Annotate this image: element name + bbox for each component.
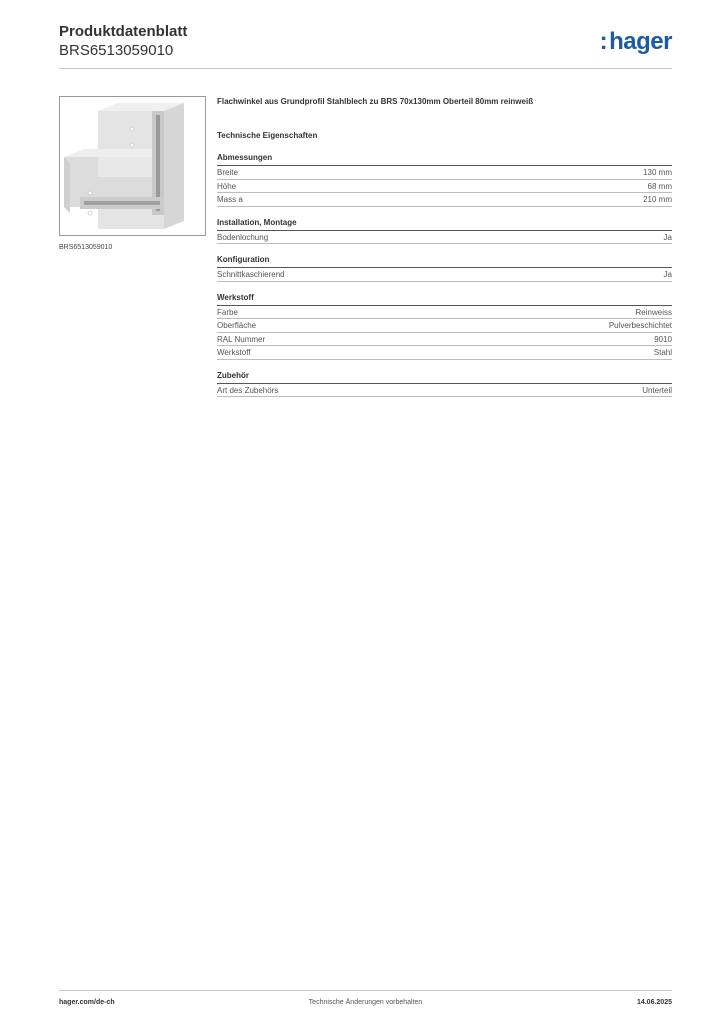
spec-row <box>217 268 672 282</box>
spec-value: 130 mm <box>643 168 672 177</box>
spec-label: Mass a <box>217 195 243 204</box>
spec-row <box>217 306 672 320</box>
spec-value: 9010 <box>654 334 672 344</box>
product-name: Flachwinkel aus Grundprofil Stahlblech zu BRS 70x130mm Oberteil 80mm reinweiß <box>217 97 534 106</box>
spec-label: Höhe <box>217 181 237 191</box>
spec-label: Breite <box>217 168 238 177</box>
document-header <box>59 22 187 60</box>
spec-row <box>217 166 672 180</box>
spec-value: Pulverbeschichtet <box>608 321 672 330</box>
image-caption: BRS6513059010 <box>59 244 113 251</box>
footer-notice: Technische Änderungen vorbehalten <box>308 999 423 1006</box>
spec-row <box>217 231 672 245</box>
group-title: Werkstoff <box>217 292 672 306</box>
group-title: Installation, Montage <box>217 217 672 231</box>
spec-value: 210 mm <box>643 195 672 204</box>
spec-group-werkstoff <box>217 292 672 360</box>
spec-value: 68 mm <box>647 181 672 191</box>
footer-date: 14.06.2025 <box>636 999 672 1006</box>
spec-label: Schnittkaschierend <box>217 270 285 279</box>
spec-label: Farbe <box>217 307 238 317</box>
spec-label: Bodenlochung <box>217 232 269 242</box>
group-title: Abmessungen <box>217 152 672 166</box>
flat-angle-product-illustration <box>60 97 205 235</box>
spec-value: Ja <box>663 232 672 242</box>
spec-row <box>217 333 672 347</box>
spec-row <box>217 346 672 360</box>
spec-value: Stahl <box>653 348 672 357</box>
spec-label: Werkstoff <box>217 348 251 357</box>
footer-divider <box>59 990 672 991</box>
section-heading: Technische Eigenschaften <box>217 131 318 140</box>
product-image <box>59 96 206 236</box>
spec-group-installation <box>217 217 672 245</box>
spec-group-abmessungen <box>217 152 672 207</box>
spec-row <box>217 319 672 333</box>
logo-colon-icon: : <box>599 28 608 55</box>
product-specifications <box>217 96 672 397</box>
spec-group-zubehoer <box>217 370 672 398</box>
spec-label: Oberfläche <box>217 321 257 330</box>
spec-value: Ja <box>663 270 672 279</box>
group-title: Konfiguration <box>217 254 672 268</box>
spec-row <box>217 384 672 398</box>
group-title: Zubehör <box>217 370 672 384</box>
hager-logo <box>600 28 672 56</box>
logo-text: hager <box>609 28 672 55</box>
spec-row <box>217 180 672 194</box>
spec-group-konfiguration <box>217 254 672 282</box>
spec-value: Reinweiss <box>635 307 672 317</box>
spec-value: Unterteil <box>642 385 672 395</box>
spec-label: RAL Nummer <box>217 334 266 344</box>
page-title: Produktdatenblatt <box>59 23 188 40</box>
footer-website-link[interactable]: hager.com/de-ch <box>59 999 115 1006</box>
spec-row <box>217 193 672 207</box>
article-number: BRS6513059010 <box>59 42 174 59</box>
header-divider <box>59 68 672 69</box>
spec-label: Art des Zubehörs <box>217 385 279 395</box>
